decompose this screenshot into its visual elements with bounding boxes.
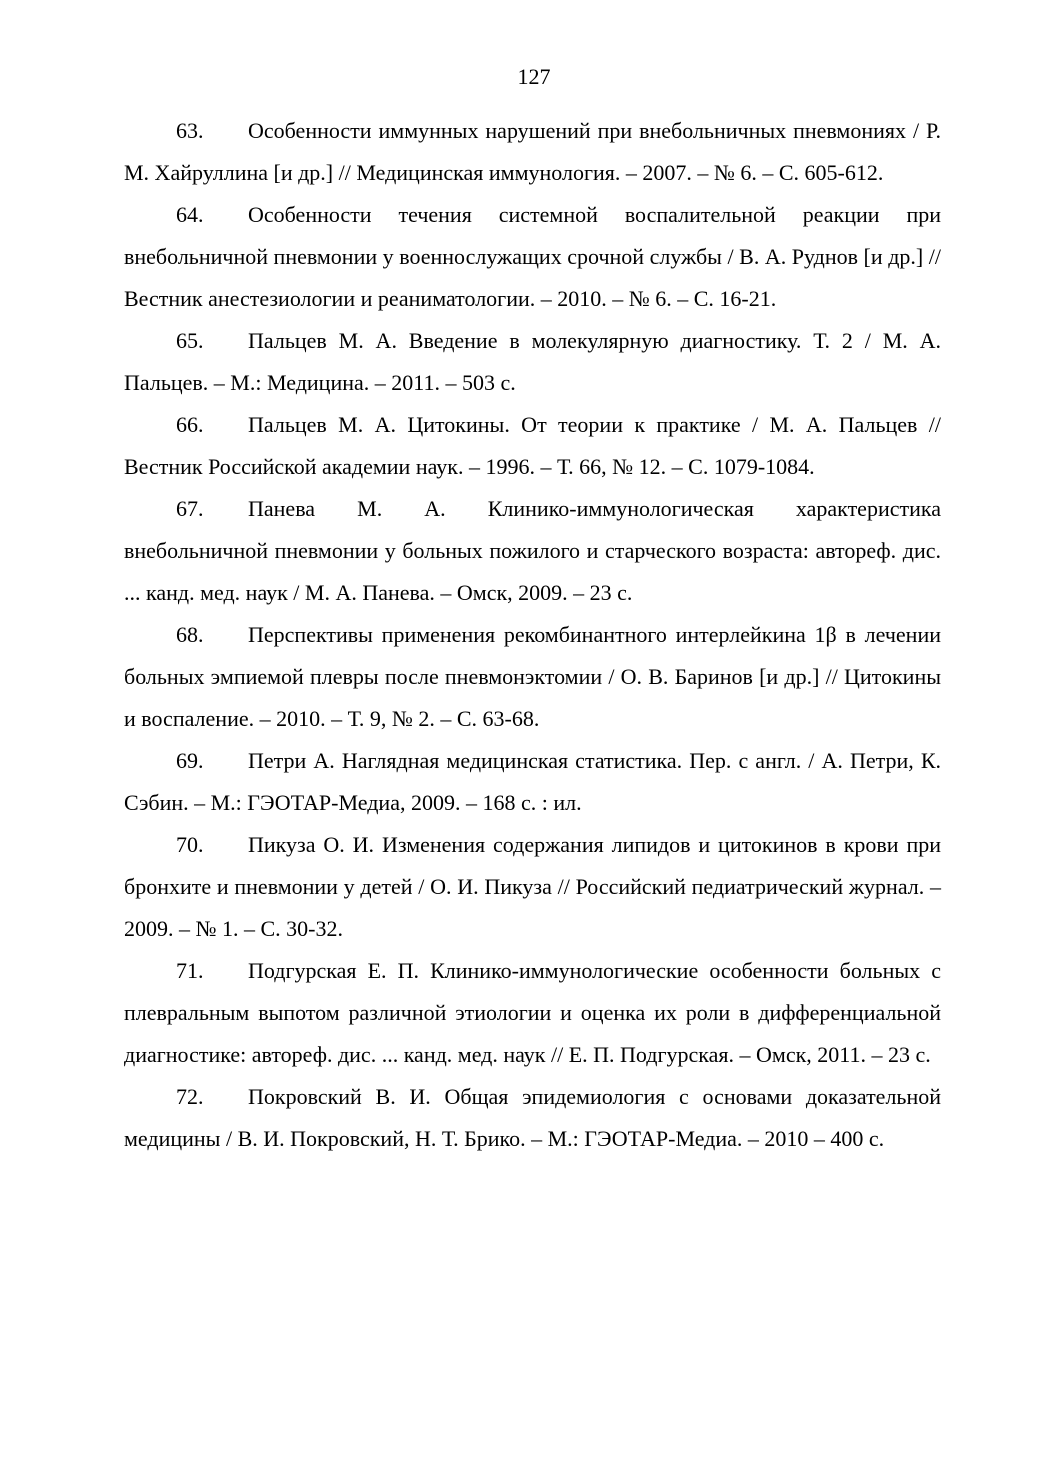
reference-text: Подгурская Е. П. Клинико-иммунологические особенности больных с плевральным выпотом различной этиологии и оценка их роли в дифференциальной диагностике: автореф. дис. ... канд. мед. наук // Е. П. Подгурская. – Омск, 2011. – 23 с. (124, 958, 941, 1067)
reference-text: Пикуза О. И. Изменения содержания липидов и цитокинов в крови при бронхите и пневмонии у детей / О. И. Пикуза // Российский педиатрический журнал. – 2009. – № 1. – С. 30-32. (124, 832, 941, 941)
reference-number: 72. (176, 1084, 204, 1109)
reference-number: 63. (176, 118, 204, 143)
reference-list (124, 110, 941, 1160)
reference-number: 69. (176, 748, 204, 773)
reference-text: Петри А. Наглядная медицинская статистика. Пер. с англ. / А. Петри, К. Сэбин. – М.: ГЭОТАР-Медиа, 2009. – 168 с. : ил. (124, 748, 941, 815)
reference-item-63 (124, 110, 941, 194)
reference-number: 68. (176, 622, 204, 647)
reference-number: 64. (176, 202, 204, 227)
reference-text: Панева М. А. Клинико-иммунологическая характеристика внебольничной пневмонии у больных пожилого и старческого возраста: автореф. дис. ... канд. мед. наук / М. А. Панева. – Омск, 2009. – 23 с. (124, 496, 941, 605)
reference-item-72 (124, 1076, 941, 1160)
reference-number: 67. (176, 496, 204, 521)
reference-item-66 (124, 404, 941, 488)
reference-text: Особенности иммунных нарушений при внебольничных пневмониях / Р. М. Хайруллина [и др.] // Медицинская иммунология. – 2007. – № 6. – С. 605-612. (124, 118, 941, 185)
reference-text: Пальцев М. А. Введение в молекулярную диагностику. Т. 2 / М. А. Пальцев. – М.: Медицина. – 2011. – 503 с. (124, 328, 941, 395)
reference-text: Перспективы применения рекомбинантного интерлейкина 1β в лечении больных эмпиемой плевры после пневмонэктомии / О. В. Баринов [и др.] // Цитокины и воспаление. – 2010. – Т. 9, № 2. – С. 63-68. (124, 622, 941, 731)
reference-item-68 (124, 614, 941, 740)
reference-item-65 (124, 320, 941, 404)
reference-item-71 (124, 950, 941, 1076)
page-number: 127 (517, 64, 551, 89)
reference-text: Пальцев М. А. Цитокины. От теории к практике / М. А. Пальцев // Вестник Российской академии наук. – 1996. – Т. 66, № 12. – С. 1079-1084. (124, 412, 941, 479)
reference-number: 66. (176, 412, 204, 437)
reference-item-70 (124, 824, 941, 950)
reference-number: 70. (176, 832, 204, 857)
reference-number: 71. (176, 958, 204, 983)
reference-item-69 (124, 740, 941, 824)
reference-item-67 (124, 488, 941, 614)
reference-text: Покровский В. И. Общая эпидемиология с основами доказательной медицины / В. И. Покровский, Н. Т. Брико. – М.: ГЭОТАР-Медиа. – 2010 – 400 с. (124, 1084, 941, 1151)
reference-number: 65. (176, 328, 204, 353)
reference-item-64 (124, 194, 941, 320)
reference-text: Особенности течения системной воспалительной реакции при внебольничной пневмонии у военнослужащих срочной службы / В. А. Руднов [и др.] // Вестник анестезиологии и реаниматологии. – 2010. – № 6. – С. 16-21. (124, 202, 941, 311)
